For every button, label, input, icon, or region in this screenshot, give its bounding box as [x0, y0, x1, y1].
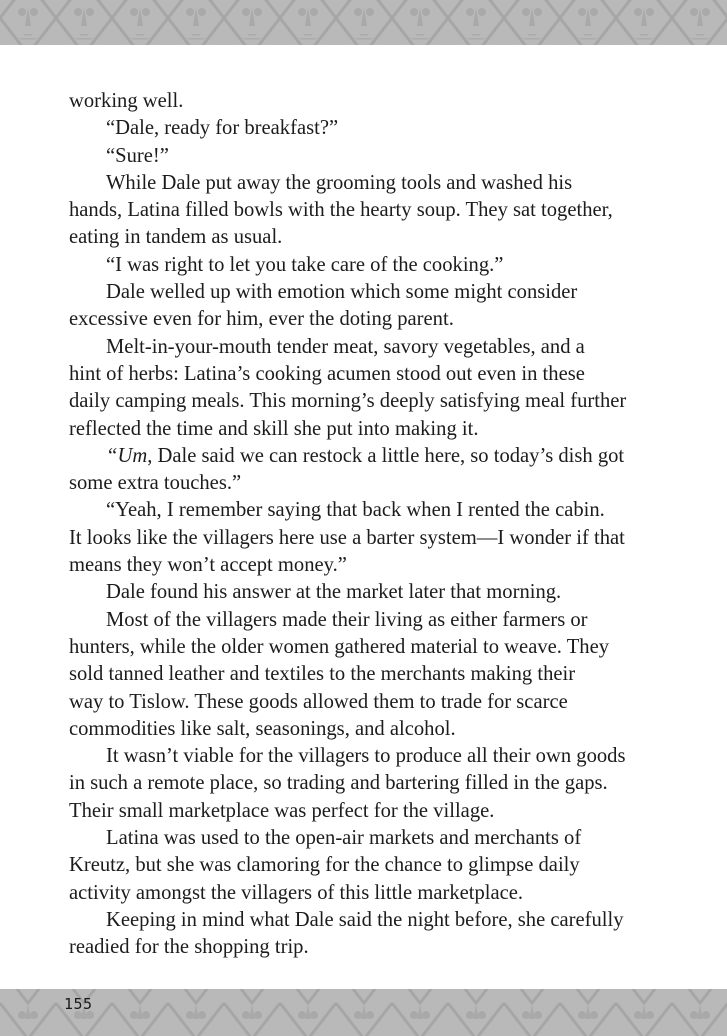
text-line-content: sold tanned leather and textiles to the merchants making their: [69, 663, 576, 686]
text-line: [69, 525, 669, 552]
text-line: [69, 224, 669, 251]
text-line-content: some extra touches.”: [69, 472, 242, 495]
text-line: [69, 716, 669, 743]
text-line-content: Dale found his answer at the market later that morning.: [106, 581, 562, 604]
text-line: [69, 361, 669, 388]
text-line: [69, 934, 669, 961]
body-text: [69, 88, 669, 962]
text-line: [69, 798, 669, 825]
text-line: [69, 825, 669, 852]
text-line-content: excessive even for him, ever the doting parent.: [69, 308, 454, 331]
ornament-pattern-bottom: [0, 989, 727, 1036]
text-line: [69, 443, 669, 470]
text-line-content: in such a remote place, so trading and bartering filled in the gaps.: [69, 772, 608, 795]
text-line: [69, 470, 669, 497]
text-line-content: Most of the villagers made their living as either farmers or: [106, 608, 588, 631]
text-line: [69, 306, 669, 333]
text-line-content: Melt-in-your-mouth tender meat, savory vegetables, and a: [106, 335, 585, 358]
text-line: [69, 170, 669, 197]
text-line: [69, 880, 669, 907]
text-line: [69, 143, 669, 170]
text-line: [69, 334, 669, 361]
text-line-content: daily camping meals. This morning’s deeply satisfying meal further: [69, 390, 627, 413]
text-line-content: Their small marketplace was perfect for the village.: [69, 799, 495, 822]
text-line: [69, 907, 669, 934]
text-line-content: eating in tandem as usual.: [69, 226, 283, 249]
text-line-content: , Dale said we can restock a little here, so today’s dish got: [147, 444, 625, 467]
text-line: [69, 279, 669, 306]
text-line: [69, 115, 669, 142]
text-line-content: activity amongst the villagers of this little marketplace.: [69, 881, 524, 904]
text-line-content: Keeping in mind what Dale said the night before, she carefully: [106, 908, 624, 931]
text-line-content: “Sure!”: [106, 144, 169, 167]
text-line-content: hint of herbs: Latina’s cooking acumen stood out even in these: [69, 362, 585, 385]
text-line-content: hunters, while the older women gathered material to weave. They: [69, 635, 610, 658]
ornament-pattern-top: [0, 0, 727, 45]
text-line: [69, 197, 669, 224]
text-line-content: Dale welled up with emotion which some might consider: [106, 281, 578, 304]
text-line-content: working well.: [69, 90, 184, 112]
text-line: [69, 88, 669, 115]
text-line: [69, 607, 669, 634]
text-line-content: “Dale, ready for breakfast?”: [106, 117, 339, 140]
text-line-content: commodities like salt, seasonings, and alcohol.: [69, 717, 456, 740]
text-line: [69, 579, 669, 606]
text-line-content: Latina was used to the open-air markets and merchants of: [106, 827, 582, 850]
italic-text: “Um: [106, 444, 148, 467]
text-line-content: means they won’t accept money.”: [69, 554, 347, 577]
text-line: [69, 252, 669, 279]
text-line-content: Kreutz, but she was clamoring for the chance to glimpse daily: [69, 854, 580, 877]
text-line-content: “Yeah, I remember saying that back when I rented the cabin.: [106, 499, 605, 522]
text-line: [69, 661, 669, 688]
text-line-content: readied for the shopping trip.: [69, 936, 309, 959]
text-line: [69, 689, 669, 716]
text-line: [69, 743, 669, 770]
footer-ornament-band: [0, 989, 727, 1036]
text-line: [69, 388, 669, 415]
header-ornament-band: [0, 0, 727, 45]
text-line: [69, 416, 669, 443]
page-number: 155: [64, 995, 93, 1013]
text-line: [69, 770, 669, 797]
text-line: [69, 497, 669, 524]
text-line: [69, 634, 669, 661]
text-line-content: “I was right to let you take care of the cooking.”: [106, 253, 504, 276]
text-line-content: reflected the time and skill she put into making it.: [69, 417, 479, 440]
text-line-content: While Dale put away the grooming tools and washed his: [106, 171, 573, 194]
text-line-content: way to Tislow. These goods allowed them to trade for scarce: [69, 690, 568, 713]
text-line: [69, 852, 669, 879]
text-line-content: It looks like the villagers here use a barter system—I wonder if that: [69, 526, 625, 549]
text-line-content: It wasn’t viable for the villagers to produce all their own goods: [106, 745, 626, 768]
text-line: [69, 552, 669, 579]
text-line-content: hands, Latina filled bowls with the hearty soup. They sat together,: [69, 199, 613, 222]
